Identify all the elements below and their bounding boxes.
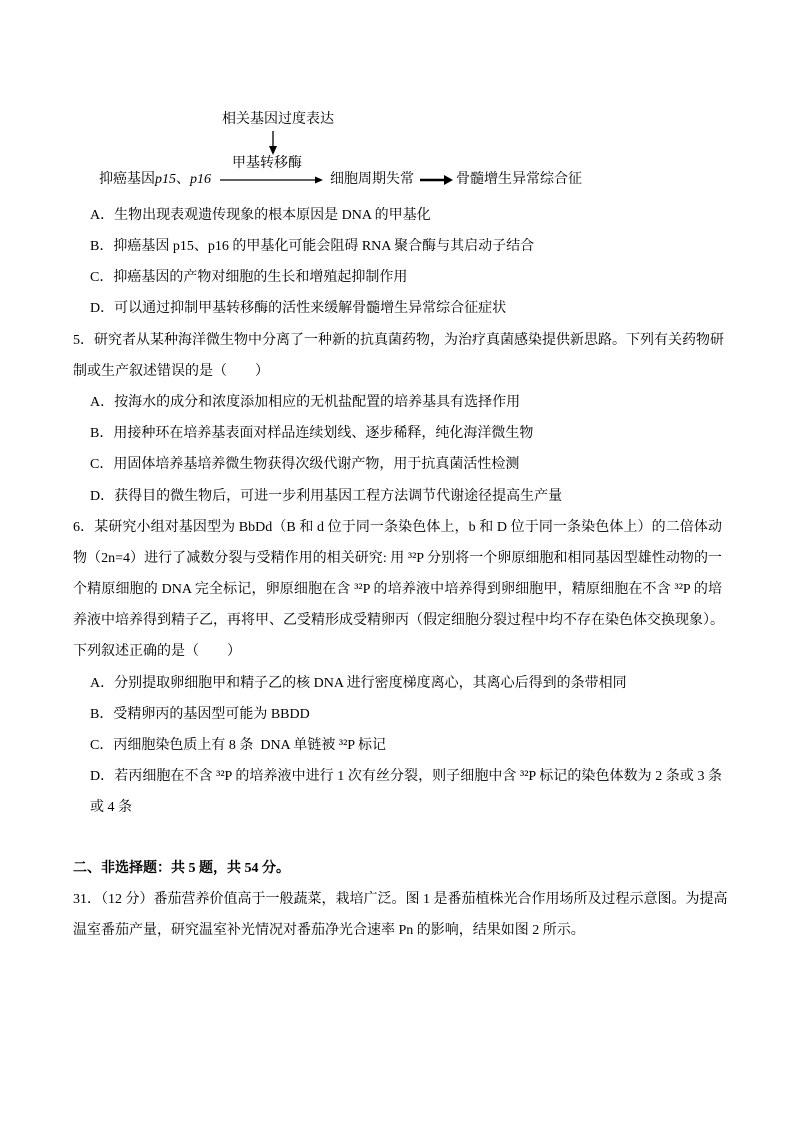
q6-stem-line-1: 6．某研究小组对基因型为 BbDd（B 和 d 位于同一条染色体上，b 和 D 位于同一条染色体上）的二倍体动	[73, 520, 722, 535]
q5-option-d: D．获得目的微生物后，可进一步利用基因工程方法调节代谢途径提高生产量	[90, 489, 563, 504]
q5-option-c: C．用固体培养基培养微生物获得次级代谢产物，用于抗真菌活性检测	[90, 457, 520, 472]
q31-stem-line-1: 31．（12 分）番茄营养价值高于一般蔬菜，栽培广泛。图 1 是番茄植株光合作用场所及过程示意图。为提高	[73, 892, 728, 907]
source-prefix-label: 抑癌基因	[99, 172, 155, 187]
methylation-arrow	[220, 177, 323, 184]
q6-stem-line-2: 物（2n=4）进行了减数分裂与受精作用的相关研究: 用 ³²P 分别将一个卵原细胞和相同基因型雄性动物的一	[73, 551, 722, 566]
down-arrow	[269, 131, 277, 155]
q4-option-c: C．抑癌基因的产物对细胞的生长和增殖起抑制作用	[90, 270, 408, 285]
q5-stem-line-2: 制或生产叙述错误的是（ ）	[73, 364, 269, 379]
diagram-middle-node: 细胞周期失常	[330, 172, 414, 187]
gene-p16-label: p16	[190, 172, 211, 187]
section-2-heading: 二、非选择题：共 5 题，共 54 分。	[73, 861, 290, 876]
diagram-enzyme-label: 甲基转移酶	[232, 156, 302, 171]
q6-option-c: C．丙细胞染色质上有 8 条 DNA 单链被 ³²P 标记	[90, 738, 387, 753]
q4-option-d: D．可以通过抑制甲基转移酶的活性来缓解骨髓增生异常综合征症状	[90, 301, 507, 316]
q4-option-a: A．生物出现表观遗传现象的根本原因是 DNA 的甲基化	[90, 208, 431, 223]
diagram-arrows	[0, 0, 794, 200]
diagram-source-node	[99, 171, 211, 189]
q6-option-d-continuation: 或 4 条	[90, 800, 132, 815]
q4-option-b: B．抑癌基因 p15、p16 的甲基化可能会阻碍 RNA 聚合酶与其启动子结合	[90, 239, 535, 254]
outcome-arrow	[420, 175, 453, 185]
q5-option-a: A．按海水的成分和浓度添加相应的无机盐配置的培养基具有选择作用	[90, 395, 521, 410]
q6-option-a: A．分别提取卵细胞甲和精子乙的核 DNA 进行密度梯度离心，其离心后得到的条带相同	[90, 676, 627, 691]
q6-option-b: B．受精卵丙的基因型可能为 BBDD	[90, 707, 310, 722]
q6-option-d: D．若丙细胞在不含 ³²P 的培养液中进行 1 次有丝分裂，则子细胞中含 ³²P 标记的染色体数为 2 条或 3 条	[90, 769, 722, 784]
q6-stem-line-3: 个精原细胞的 DNA 完全标记，卵原细胞在含 ³²P 的培养液中培养得到卵细胞甲，精原细胞在不含 ³²P 的培	[73, 582, 722, 597]
q31-stem-line-2: 温室番茄产量，研究温室补光情况对番茄净光合速率 Pn 的影响，结果如图 2 所示。	[73, 923, 585, 938]
q6-stem-line-5: 下列叙述正确的是（ ）	[73, 644, 241, 659]
q6-stem-line-4: 养液中培养得到精子乙，再将甲、乙受精形成受精卵丙（假定细胞分裂过程中均不存在染色体交换现象）。	[73, 613, 724, 628]
diagram-end-node: 骨髓增生异常综合征	[456, 172, 582, 187]
diagram-top-label: 相关基因过度表达	[222, 112, 334, 127]
q5-stem-line-1: 5．研究者从某种海洋微生物中分离了一种新的抗真菌药物，为治疗真菌感染提供新思路。下列有关药物研	[73, 333, 724, 348]
gene-separator: 、	[176, 172, 190, 187]
q5-option-b: B．用接种环在培养基表面对样品连续划线、逐步稀释，纯化海洋微生物	[90, 426, 534, 441]
gene-p15-label: p15	[155, 172, 176, 187]
